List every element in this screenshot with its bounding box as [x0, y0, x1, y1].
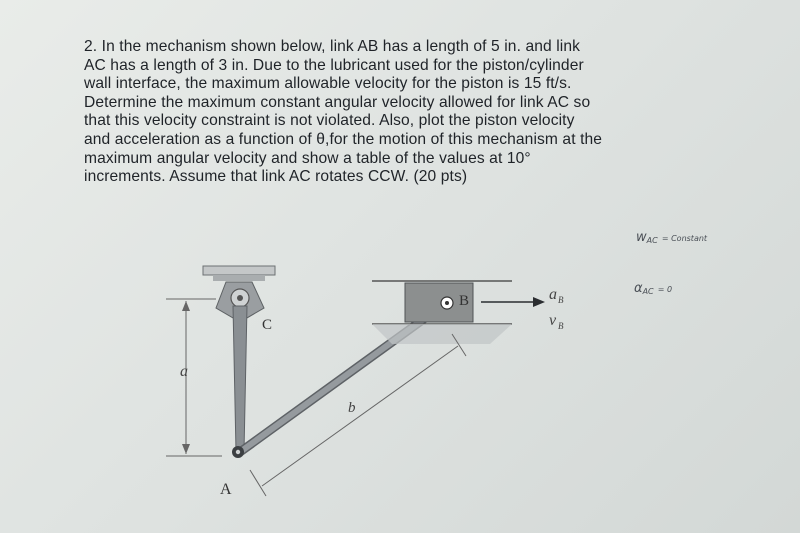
label-C: C	[262, 317, 273, 333]
problem-line: 2. In the mechanism shown below, link AB has a length of 5 in. and link	[84, 38, 580, 55]
joint-b-center	[445, 301, 449, 305]
label-vB: v	[549, 312, 557, 329]
handwritten-alpha-note	[634, 281, 672, 296]
joint-a-center	[236, 450, 240, 454]
top-ground-plate	[203, 266, 275, 275]
alpha-subscript: AC	[642, 287, 654, 296]
dim-a-arrow-bottom	[182, 444, 190, 454]
label-B: B	[459, 293, 470, 309]
cylinder-shadow	[372, 324, 512, 344]
label-aB-sub: B	[558, 295, 564, 305]
label-b: b	[348, 400, 356, 416]
dim-a-arrow-top	[182, 301, 190, 311]
handwritten-omega-note	[636, 230, 707, 245]
top-ground-shadow	[213, 275, 265, 281]
label-vB-sub: B	[558, 321, 564, 331]
dim-b-ext-a	[250, 470, 266, 496]
problem-line: increments. Assume that link AC rotates CCW. (20 pts)	[84, 168, 468, 186]
omega-subscript: AC	[646, 236, 658, 245]
alpha-symbol: α	[634, 281, 643, 296]
pivot-c-center	[237, 295, 243, 301]
problem-line: and acceleration as a function of θ,for the motion of this mechanism at the	[84, 130, 603, 148]
problem-line: maximum angular velocity and show a table of the values at 10°	[84, 149, 531, 167]
omega-value: = Constant	[661, 234, 708, 243]
problem-line: AC has a length of 3 in. Due to the lubricant used for the piston/cylinder	[84, 56, 584, 74]
omega-symbol: w	[636, 230, 647, 245]
problem-line: wall interface, the maximum allowable velocity for the piston is 15 ft/s.	[84, 75, 572, 93]
problem-line: that this velocity constraint is not violated. Also, plot the piston velocity	[84, 112, 575, 130]
alpha-value: = 0	[657, 285, 673, 294]
link-ac	[233, 306, 247, 452]
problem-line: Determine the maximum constant angular velocity allowed for link AC so	[84, 93, 591, 111]
label-a: a	[180, 363, 188, 380]
label-aB: a	[549, 286, 557, 303]
label-A: A	[220, 481, 232, 498]
motion-arrow-head	[533, 297, 545, 307]
